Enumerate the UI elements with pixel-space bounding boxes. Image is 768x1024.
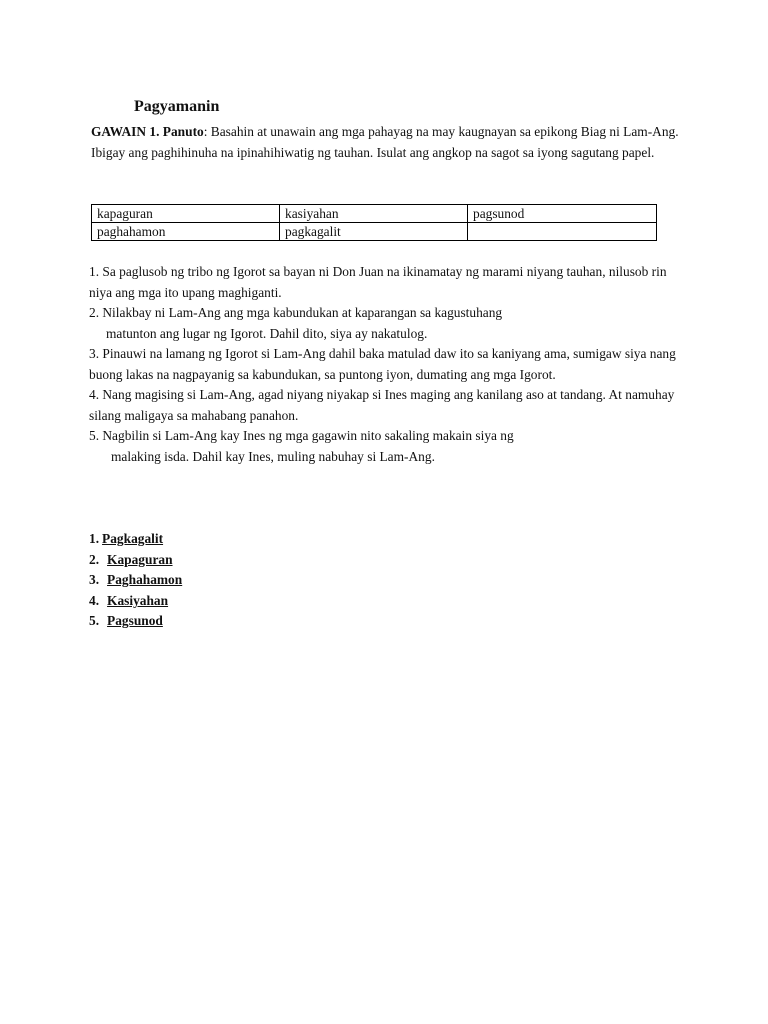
- activity-label: GAWAIN 1. Panuto: [91, 124, 204, 139]
- answer-number: 2.: [89, 551, 100, 567]
- table-cell: kapaguran: [92, 205, 280, 223]
- statement-continuation: malaking isda. Dahil kay Ines, muling nabuhay si Lam-Ang.: [111, 448, 435, 464]
- instructions-text: : Basahin at unawain ang mga pahayag na may kaugnayan sa epikong Biag ni Lam-Ang. Ibigay ang paghihinuha na ipinahihiwatig ng tauhan. Isulat ang angkop na sagot sa iyong sagutang papel.: [91, 124, 679, 160]
- statement-item: 5. Nagbilin si Lam-Ang kay Ines ng mga gagawin nito sakaling makain siya ng: [89, 428, 514, 443]
- answer-item: [89, 591, 182, 612]
- table-row: [92, 205, 657, 223]
- answer-number: 4.: [89, 592, 100, 608]
- table-row: [92, 223, 657, 241]
- statement-item: 2. Nilakbay ni Lam-Ang ang mga kabundukan at kaparangan sa kagustuhang: [89, 305, 503, 320]
- answer-text: Pagkagalit: [102, 531, 164, 546]
- answer-text: Kasiyahan: [107, 592, 169, 608]
- answer-item: [89, 529, 182, 550]
- answer-list: [89, 529, 182, 632]
- statement-item: 1. Sa paglusob ng tribo ng Igorot sa bayan ni Don Juan na ikinamatay ng marami niyang tauhan, nilusob rin niya ang mga ito upang maghiganti.: [89, 264, 667, 300]
- answer-text: Pagsunod: [107, 613, 163, 629]
- table-cell: [468, 223, 657, 241]
- table-cell: pagsunod: [468, 205, 657, 223]
- answer-number: 3.: [89, 572, 100, 588]
- statement-list: [89, 262, 685, 467]
- statement-continuation: matunton ang lugar ng Igorot. Dahil dito, siya ay nakatulog.: [106, 325, 428, 341]
- answer-choices-table: [91, 204, 657, 241]
- section-heading: Pagyamanin: [134, 98, 220, 115]
- answer-number: 1.: [89, 531, 100, 546]
- table-cell: pagkagalit: [280, 223, 468, 241]
- answer-number: 5.: [89, 613, 100, 629]
- answer-item: [89, 570, 182, 591]
- answer-text: Kapaguran: [107, 551, 173, 567]
- activity-instructions: [91, 122, 681, 163]
- table-cell: paghahamon: [92, 223, 280, 241]
- table-cell: kasiyahan: [280, 205, 468, 223]
- answer-text: Paghahamon: [107, 572, 183, 588]
- answer-item: [89, 611, 182, 632]
- statement-item: 4. Nang magising si Lam-Ang, agad niyang niyakap si Ines maging ang kanilang aso at tandang. At namuhay silang maligaya sa mahabang panahon.: [89, 387, 675, 423]
- statement-item: 3. Pinauwi na lamang ng Igorot si Lam-Ang dahil baka matulad daw ito sa kaniyang ama, sumigaw siya nang buong lakas na nagpayanig sa kabundukan, sa puntong iyon, dumating ang mga Igorot.: [89, 346, 676, 382]
- answer-item: [89, 550, 182, 571]
